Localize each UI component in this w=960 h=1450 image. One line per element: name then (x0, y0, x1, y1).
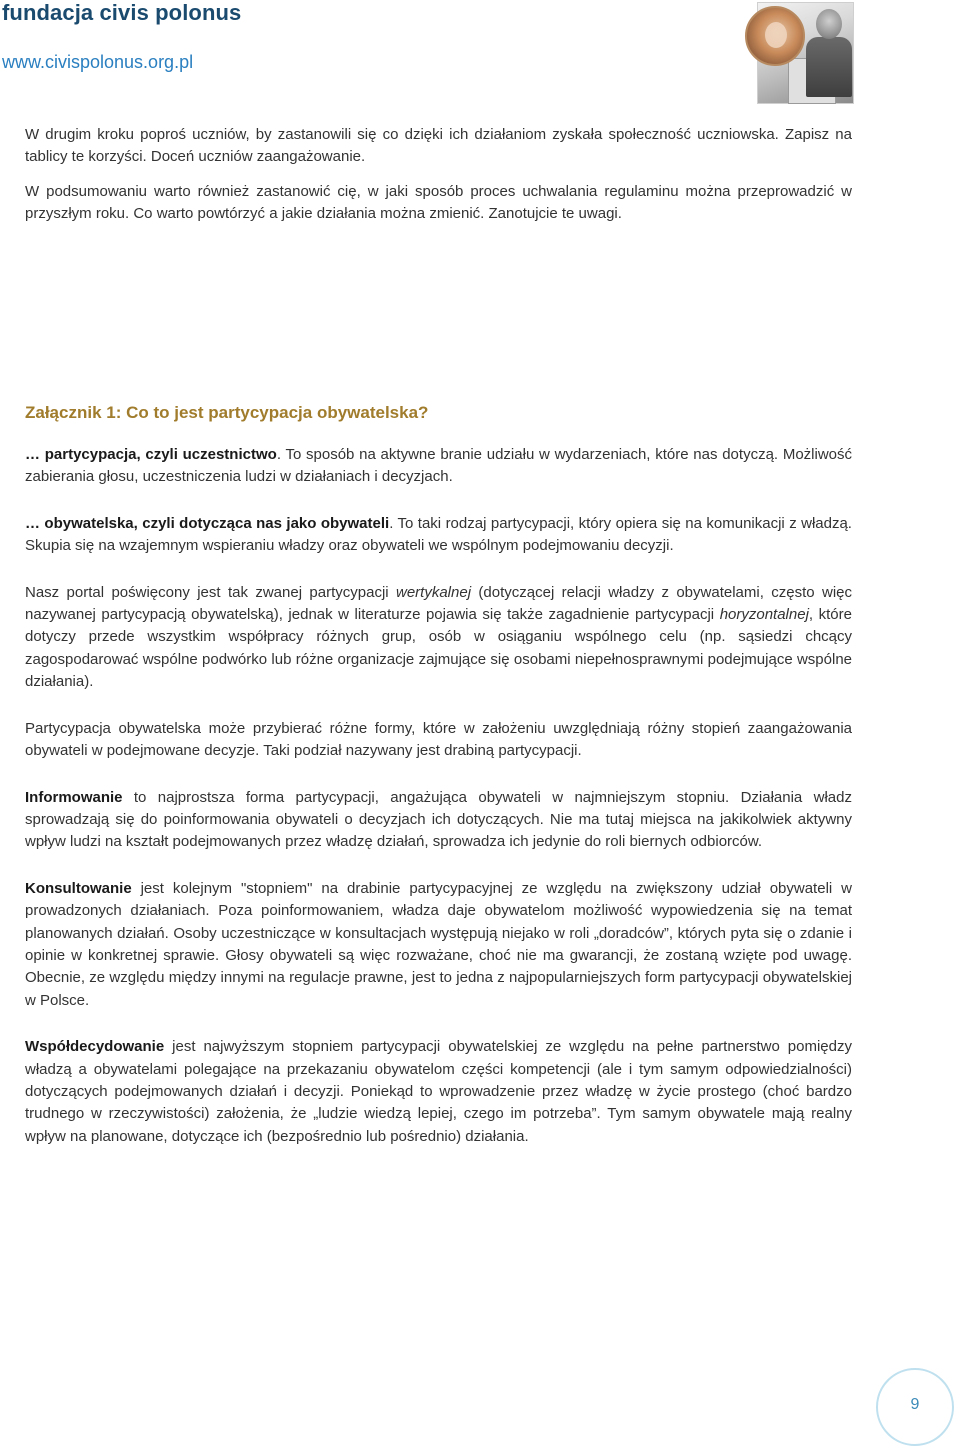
page-header (0, 0, 960, 110)
informing-text: to najprostsza forma partycypacji, angażująca obywateli w najmniejszym stopniu. Działania władz sprowadzają się do poinformowania obywateli o decyzjach ich dotyczących. Nie ma tutaj miejsca na jakikolwiek aktywny wpływ ludzi na kształt podejmowanych przez władzę działań, sprowadza ich jedynie do roli biernych odbiorców. (25, 788, 852, 851)
codeciding-term: Współdecydowanie (25, 1038, 165, 1056)
definition-civic-term: … obywatelska, czyli dotycząca nas jako obywateli (25, 514, 390, 532)
intro-paragraph-2: W podsumowaniu warto również zastanowić cię, w jaki sposób proces uchwalania regulaminu można przeprowadzić w przyszłym roku. Co warto powtórzyć a jakie działania można zmienić. Zanotujcie te uwagi. (25, 182, 852, 223)
paragraph-informing (25, 787, 852, 854)
italic-term: horyzontalnej (719, 606, 809, 624)
brand-url: www.civispolonus.org.pl (2, 52, 194, 72)
codeciding-text: jest najwyższym stopniem partycypacji obywatelskiej ze względu na pełne partnerstwo pomiędzy władzą a obywatelami polegające na przekazaniu obywatelom części kompetencji (ale i tym samym odpowiedzialności) dotyczących podejmowanych działań i decyzji. Poniekąd to wprowadzenie przez władzę w życie prostego (choć bardzo trudnego w rzeczywistości) założenia, że „ludzie wiedzą lepiej, czego im potrzeba”. Tym samym obywatele mają realny wpływ na planowane, dotyczące ich (bezpośrednio lub pośrednio) działania. (25, 1038, 852, 1145)
paragraph-text: , które dotyczy przede wszystkim współpracy różnych grup, osób w osiąganiu wspólnego celu (np. sąsiedzi chcący zagospodarować wspólne podwórko lub różne organizacje zajmujące się osobami niepełnosprawnymi podejmujące wspólne działania). (25, 606, 852, 691)
paragraph-ladder: Partycypacja obywatelska może przybierać różne formy, które w założeniu uwzględniają różny stopień zaangażowania obywateli w podejmowane decyzje. Taki podział nazywany jest drabiną partycypacji. (25, 719, 852, 760)
page-number-badge (876, 1368, 954, 1446)
definition-civic-text: . To taki rodzaj partycypacji, który opiera się na komunikacji z władzą. Skupia się na wzajemnym wspieraniu władzy oraz obywateli we wspólnym podejmowaniu decyzji. (25, 514, 852, 555)
definition-participation-term: … partycypacja, czyli uczestnictwo (25, 446, 277, 464)
paragraph-vertical-horizontal (25, 582, 852, 694)
page-number: 9 (910, 1396, 920, 1413)
paragraph-codeciding (25, 1036, 852, 1148)
definition-participation-text: . To sposób na aktywne branie udziału w wydarzeniach, które nas dotyczą. Możliwość zabierania głosu, uczestniczenia ludzi w działaniach i decyzjach. (25, 446, 852, 486)
informing-term: Informowanie (25, 788, 123, 806)
intro-paragraph-1: W drugim kroku poproś uczniów, by zastanowili się co dzięki ich działaniom zyskała społeczność uczniowska. Zapisz na tablicy te korzyści. Doceń uczniów zaangażowanie. (25, 126, 852, 166)
brand-title: fundacja civis polonus (2, 0, 242, 25)
definition-civic (25, 513, 852, 558)
appendix-heading: Załącznik 1: Co to jest partycypacja obywatelska? (25, 402, 429, 422)
photo-portrait-face (765, 22, 787, 48)
consulting-text: jest kolejnym "stopniem" na drabinie partycypacyjnej ze względu na zwiększony udział obywateli w prowadzonych działaniach. Poza poinformowaniem, władza daje obywatelom możliwość wypowiedzenia się na temat planowanych działań. Osoby uczestniczące w konsultacjach występują niejako w roli „doradców”, których pyta się o zdanie i opinie w konkretnej sprawie. Głosy obywateli są więc rozważane, choć nie ma gwarancji, że zostaną wzięte pod uwagę. Obecnie, ze względu między innymi na regulacje prawne, jest to jedna z najpopularniejszych form partycypacji obywatelskiej w Polsce. (25, 879, 852, 1009)
photo-portrait-circle (745, 6, 805, 66)
photo-person-head (816, 9, 842, 39)
paragraph-consulting (25, 878, 852, 1012)
photo-person-body (806, 37, 852, 97)
definition-participation (25, 444, 852, 489)
paragraph-text: Nasz portal poświęcony jest tak zwanej partycypacji (25, 583, 396, 601)
header-photo (745, 0, 855, 104)
consulting-term: Konsultowanie (25, 879, 132, 897)
italic-term: wertykalnej (396, 583, 472, 601)
paragraph-text: (dotyczącej relacji władzy z obywatelami, często więc nazywanej partycypacją obywatelską), jednak w literaturze pojawia się także zagadnienie partycypacji (25, 583, 852, 624)
page-content (25, 124, 852, 1148)
